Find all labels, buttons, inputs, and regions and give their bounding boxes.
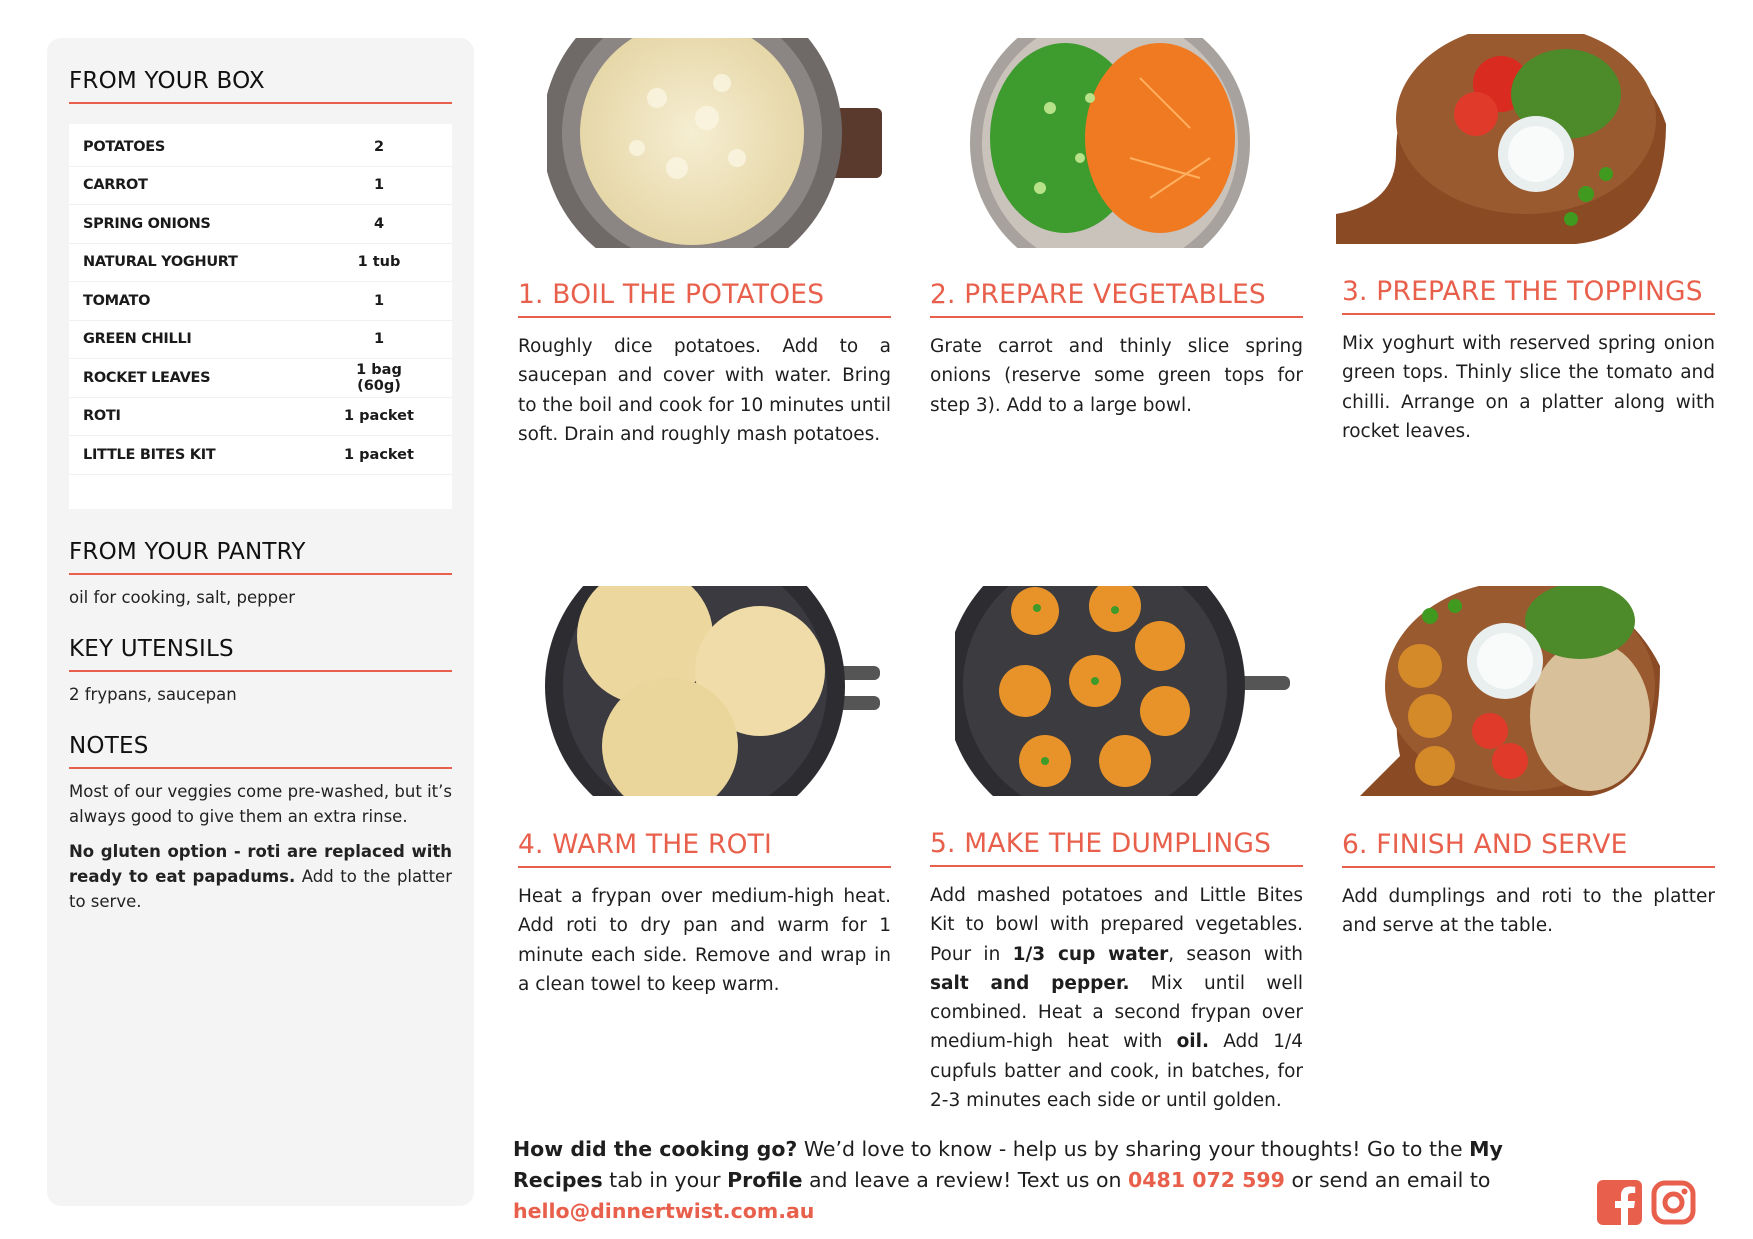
ingredient-row — [69, 282, 452, 321]
email-link[interactable]: hello@dinnertwist.com.au — [513, 1199, 815, 1223]
step-title: 6. FINISH AND SERVE — [1342, 829, 1715, 868]
ingredient-name: CARROT — [83, 177, 148, 194]
ingredient-qty: 4 — [373, 215, 385, 232]
notes-gluten — [69, 839, 452, 914]
ingredient-row — [69, 205, 452, 244]
ingredient-name: NATURAL YOGHURT — [83, 254, 238, 271]
ingredient-qty: 1 — [373, 177, 385, 194]
step-body: Grate carrot and thinly slice spring onions (reserve some green tops for step 3). Add to a large bowl. — [930, 336, 1303, 416]
body-text: Mix until well combined. Heat a second frypan over medium-high heat with — [930, 972, 1304, 1053]
ingredient-row — [69, 398, 452, 437]
footer-text: tab in your — [602, 1168, 728, 1192]
step-1 — [518, 279, 891, 449]
ingredient-qty: 1 packet — [344, 408, 414, 425]
body-text: , season with — [1168, 943, 1304, 965]
step-2 — [930, 279, 1303, 420]
utensils-text: 2 frypans, saucepan — [69, 685, 237, 704]
footer-question: How did the cooking go? — [513, 1137, 798, 1161]
body-text: Add mashed potatoes and Little Bites Kit to bowl with prepared vegetables. Pour in — [930, 885, 1303, 965]
step-title: 1. BOIL THE POTATOES — [518, 279, 891, 318]
instagram-icon[interactable] — [1651, 1180, 1696, 1225]
ingredient-row — [69, 167, 452, 206]
step-title: 5. MAKE THE DUMPLINGS — [930, 828, 1303, 867]
body-bold: salt and pepper. — [930, 972, 1130, 994]
ingredient-row — [69, 321, 452, 360]
notes-text: Most of our veggies come pre-washed, but it’s always good to give them an extra rinse. — [69, 782, 452, 826]
ingredient-qty: 1 tub — [357, 254, 401, 271]
ingredients-table — [69, 124, 452, 509]
step-4 — [518, 829, 891, 999]
ingredient-name: LITTLE BITES KIT — [83, 446, 216, 463]
my-recipes-label: My Recipes — [513, 1137, 1503, 1192]
ingredient-row — [69, 244, 452, 283]
ingredient-qty: 1 — [373, 331, 385, 348]
ingredient-name: GREEN CHILLI — [83, 331, 192, 348]
footer-text: We’d love to know - help us by sharing your thoughts! Go to the — [797, 1137, 1470, 1161]
body-bold: oil. — [1176, 1031, 1209, 1053]
phone-link[interactable]: 0481 072 599 — [1128, 1168, 1285, 1192]
step-title: 4. WARM THE ROTI — [518, 829, 891, 868]
ingredient-qty: 1 — [373, 292, 385, 309]
ingredient-row — [69, 359, 452, 398]
step-body: Add dumplings and roti to the platter and serve at the table. — [1342, 886, 1715, 937]
ingredient-name: SPRING ONIONS — [83, 215, 211, 232]
step-6 — [1342, 829, 1715, 941]
photo-boil-potatoes — [547, 38, 882, 248]
ingredient-name: ROTI — [83, 408, 121, 425]
notes-title: NOTES — [69, 733, 452, 769]
ingredient-row — [69, 128, 452, 167]
footer-text: or send an email to — [1284, 1168, 1491, 1192]
step-title: 3. PREPARE THE TOPPINGS — [1342, 276, 1715, 315]
utensils-title: KEY UTENSILS — [69, 636, 452, 672]
footer-feedback — [513, 1134, 1573, 1227]
pantry-title: FROM YOUR PANTRY — [69, 539, 452, 575]
utensils-section — [69, 636, 452, 707]
ingredient-qty: 1 bag (60g) — [356, 361, 402, 394]
sidebar — [47, 38, 474, 1206]
notes-tail: Add to the platter to serve. — [69, 867, 452, 911]
photo-prepare-toppings — [1336, 34, 1666, 244]
photo-warm-roti — [545, 586, 880, 796]
profile-label: Profile — [727, 1168, 803, 1192]
ingredient-name: POTATOES — [83, 138, 165, 155]
ingredient-name: TOMATO — [83, 292, 151, 309]
from-box-title: FROM YOUR BOX — [69, 68, 452, 104]
notes-section — [69, 733, 452, 914]
body-text: Add 1/4 cupfuls batter and cook, in batches, for 2-3 minutes each side or until golden. — [930, 1031, 1303, 1112]
ingredient-qty: 2 — [373, 138, 385, 155]
photo-finish-serve — [1360, 586, 1660, 796]
photo-prepare-vegetables — [970, 38, 1250, 248]
photo-make-dumplings — [955, 586, 1290, 796]
step-5 — [930, 828, 1303, 1115]
notes-bold: No gluten option - roti are replaced with ready to eat papadums. — [69, 842, 452, 886]
step-body: Heat a frypan over medium-high heat. Add roti to dry pan and warm for 1 minute each side. Remove and wrap in a clean towel to keep warm. — [518, 886, 891, 995]
ingredient-qty: 1 packet — [344, 446, 414, 463]
step-body: Mix yoghurt with reserved spring onion green tops. Thinly slice the tomato and chilli. Arrange on a platter along with rocket leaves. — [1342, 333, 1715, 442]
step-body: Roughly dice potatoes. Add to a saucepan and cover with water. Bring to the boil and cook for 10 minutes until soft. Drain and roughly mash potatoes. — [518, 336, 891, 445]
pantry-section — [69, 539, 452, 610]
footer-text: and leave a review! Text us on — [802, 1168, 1129, 1192]
step-title: 2. PREPARE VEGETABLES — [930, 279, 1303, 318]
facebook-icon[interactable] — [1597, 1180, 1642, 1225]
ingredient-name: ROCKET LEAVES — [83, 369, 211, 386]
step-body — [930, 881, 1303, 1115]
ingredient-row — [69, 436, 452, 475]
step-3 — [1342, 276, 1715, 446]
body-bold: 1/3 cup water — [1012, 943, 1169, 965]
pantry-text: oil for cooking, salt, pepper — [69, 588, 296, 607]
